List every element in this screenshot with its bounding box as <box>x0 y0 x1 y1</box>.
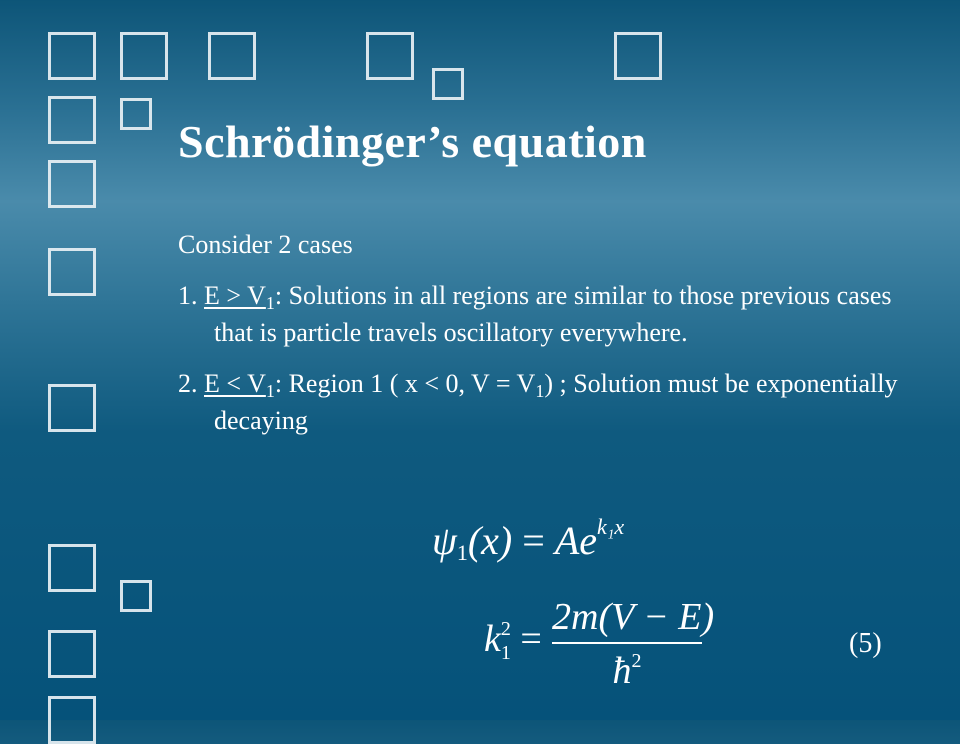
fraction-denominator: $ħ^2$ <box>612 650 642 692</box>
decor-square <box>48 384 96 432</box>
decor-square <box>614 32 662 80</box>
decor-square <box>48 696 96 744</box>
decor-square <box>48 248 96 296</box>
case-1 <box>178 277 918 351</box>
decor-square <box>48 544 96 592</box>
case-1-text: : Solutions in all regions are similar to those previous cases that is particle travels oscillatory everywhere. <box>214 281 892 347</box>
equation-k1-fraction <box>552 594 715 700</box>
slide-title: Schrödinger’s equation <box>178 116 647 167</box>
decor-square <box>120 98 152 130</box>
case-1-number: 1. <box>178 281 198 310</box>
case-2-text-a: : Region 1 ( x < 0, V = V <box>274 369 536 398</box>
decor-square <box>432 68 464 100</box>
decor-square <box>208 32 256 80</box>
case-2-condition: $E < V_1$ <box>204 369 275 401</box>
decor-square <box>48 160 96 208</box>
case-1-condition: $E > V_1$ <box>204 281 275 313</box>
case-2-text-b: ) ; Solution must be exponentially decaying <box>214 369 898 435</box>
fraction-bar <box>552 642 702 644</box>
decor-square <box>366 32 414 80</box>
equation-k1-lhs: $k^2_1$ = <box>484 618 542 664</box>
equation-wavefunction: $\psi 1(x) = Ae^{k_1x}$ <box>432 514 625 565</box>
intro-text: Consider 2 cases <box>178 230 353 259</box>
decor-square <box>120 32 168 80</box>
decor-square <box>48 96 96 144</box>
fraction-numerator: 2m(V − E) <box>552 596 715 638</box>
decor-square <box>120 580 152 612</box>
case-2: 2. $E < V_1$: Region 1 ( x < 0, $V = V_1$) ; Solution must be exponentially decaying <box>178 369 898 435</box>
equation-number: (5) <box>849 628 882 659</box>
slide-body <box>178 226 918 439</box>
decor-square <box>48 630 96 678</box>
decor-square <box>48 32 96 80</box>
case-2-number: 2. <box>178 369 198 398</box>
